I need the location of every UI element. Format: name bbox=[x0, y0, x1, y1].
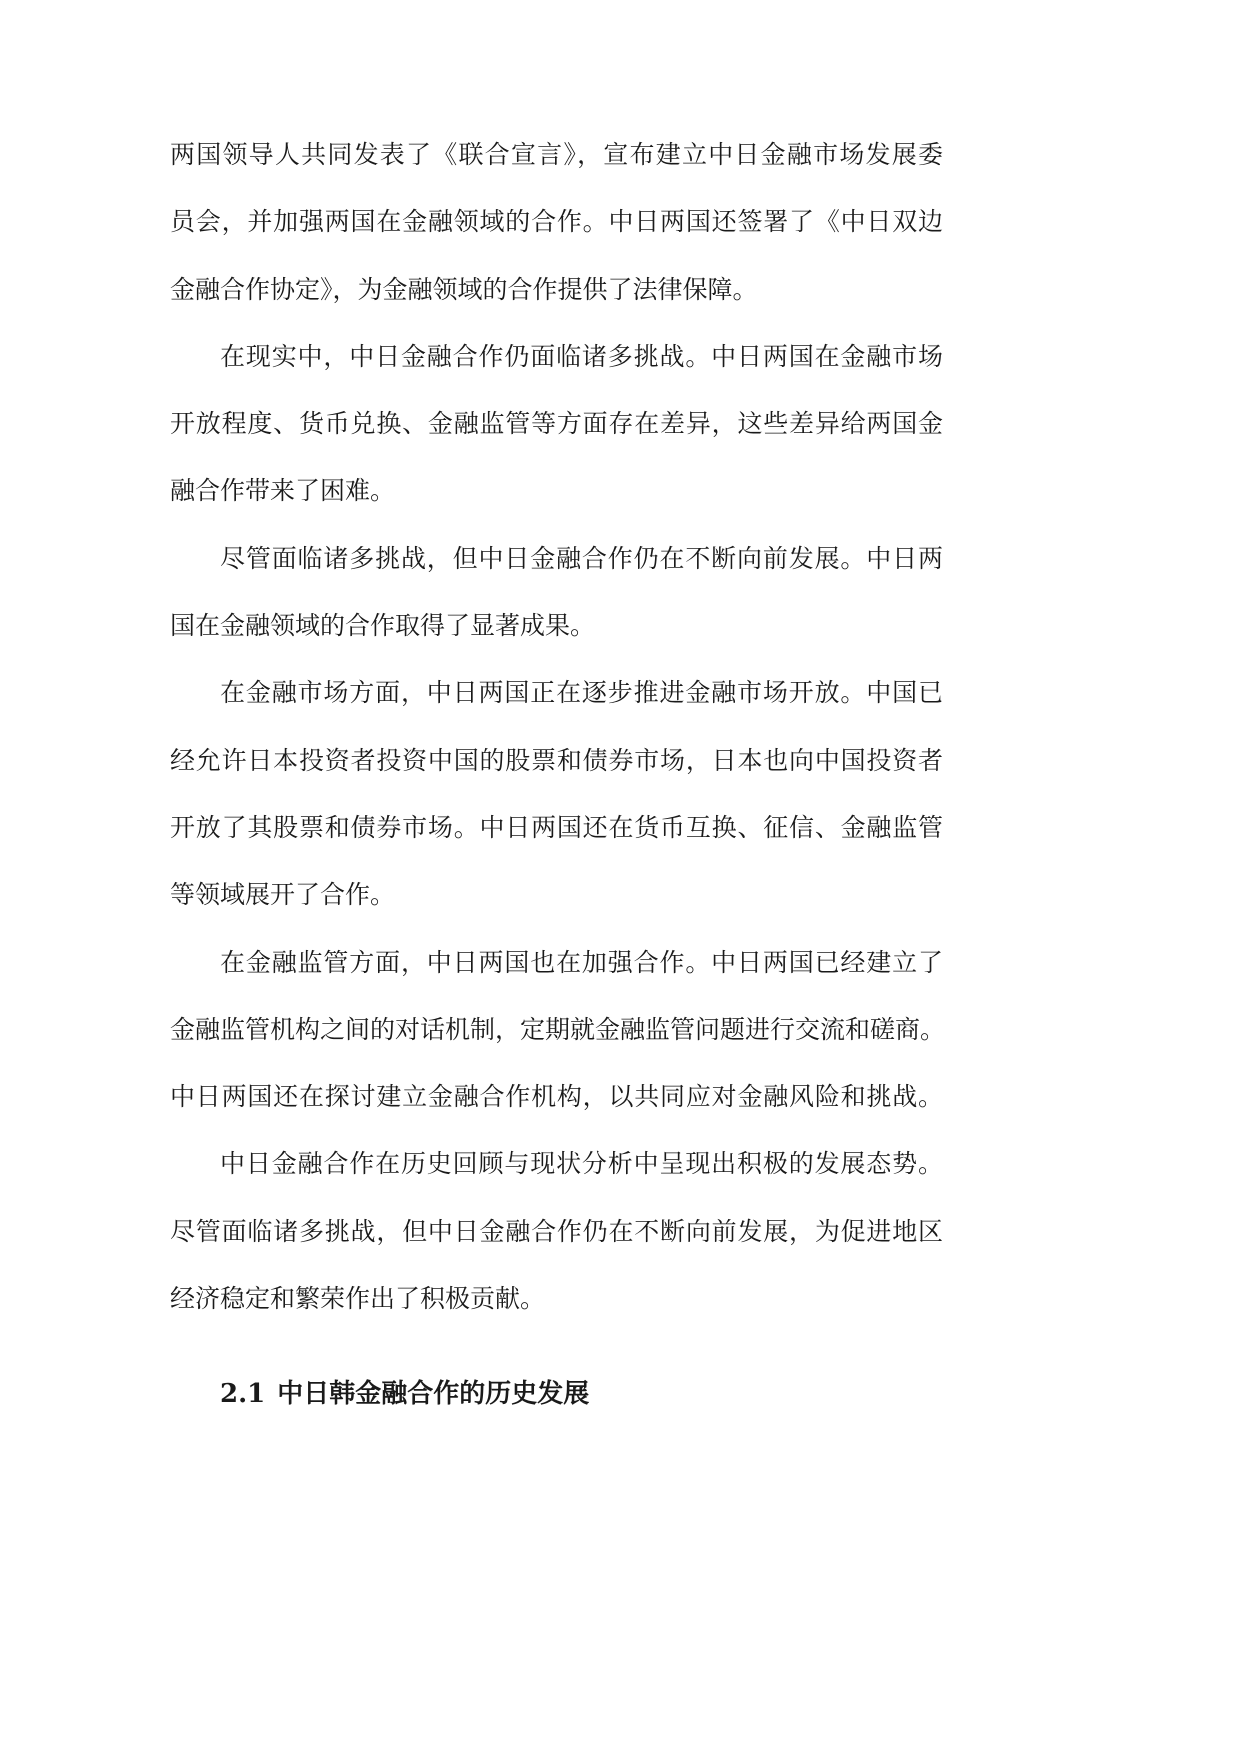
paragraph-line: 经允许日本投资者投资中国的股票和债券市场，日本也向中国投资者 bbox=[170, 745, 943, 775]
paragraph bbox=[170, 1130, 943, 1332]
document-page bbox=[170, 121, 946, 1429]
paragraph-line: 中日金融合作在历史回顾与现状分析中呈现出积极的发展态势。 bbox=[220, 1149, 943, 1179]
paragraph bbox=[170, 323, 943, 525]
paragraph-line: 在金融监管方面，中日两国也在加强合作。中日两国已经建立了 bbox=[220, 947, 943, 977]
paragraph-line: 等领域展开了合作。 bbox=[170, 880, 396, 910]
paragraph-line: 在金融市场方面，中日两国正在逐步推进金融市场开放。中国已 bbox=[220, 678, 943, 708]
paragraph bbox=[170, 121, 943, 323]
paragraph-line: 融合作带来了困难。 bbox=[170, 476, 396, 506]
paragraph bbox=[170, 929, 946, 1131]
section-title: 中日韩金融合作的历史发展 bbox=[277, 1379, 590, 1410]
section-number: 2.1 bbox=[220, 1379, 266, 1410]
paragraph-line: 员会，并加强两国在金融领域的合作。中日两国还签署了《中日双边 bbox=[170, 207, 943, 237]
paragraph-line: 两国领导人共同发表了《联合宣言》，宣布建立中日金融市场发展委 bbox=[170, 140, 943, 169]
paragraph bbox=[170, 525, 943, 660]
paragraph-line: 金融合作协定》，为金融领域的合作提供了法律保障。 bbox=[170, 274, 758, 304]
paragraph bbox=[170, 659, 943, 928]
paragraph-line: 在现实中，中日金融合作仍面临诸多挑战。中日两国在金融市场 bbox=[220, 341, 943, 371]
paragraph-line: 中日两国还在探讨建立金融合作机构，以共同应对金融风险和挑战。 bbox=[170, 1082, 943, 1112]
paragraph-line: 经济稳定和繁荣作出了积极贡献。 bbox=[170, 1284, 546, 1314]
paragraph-line: 尽管面临诸多挑战，但中日金融合作仍在不断向前发展。中日两 bbox=[220, 543, 943, 573]
paragraph-line: 开放了其股票和债券市场。中日两国还在货币互换、征信、金融监管 bbox=[170, 812, 943, 842]
paragraph-line: 金融监管机构之间的对话机制，定期就金融监管问题进行交流和磋商。 bbox=[170, 1014, 946, 1044]
section-heading bbox=[170, 1361, 943, 1428]
paragraph-line: 开放程度、货币兑换、金融监管等方面存在差异，这些差异给两国金 bbox=[170, 409, 943, 439]
paragraph-line: 国在金融领域的合作取得了显著成果。 bbox=[170, 611, 596, 641]
paragraph-line: 尽管面临诸多挑战，但中日金融合作仍在不断向前发展，为促进地区 bbox=[170, 1216, 943, 1246]
